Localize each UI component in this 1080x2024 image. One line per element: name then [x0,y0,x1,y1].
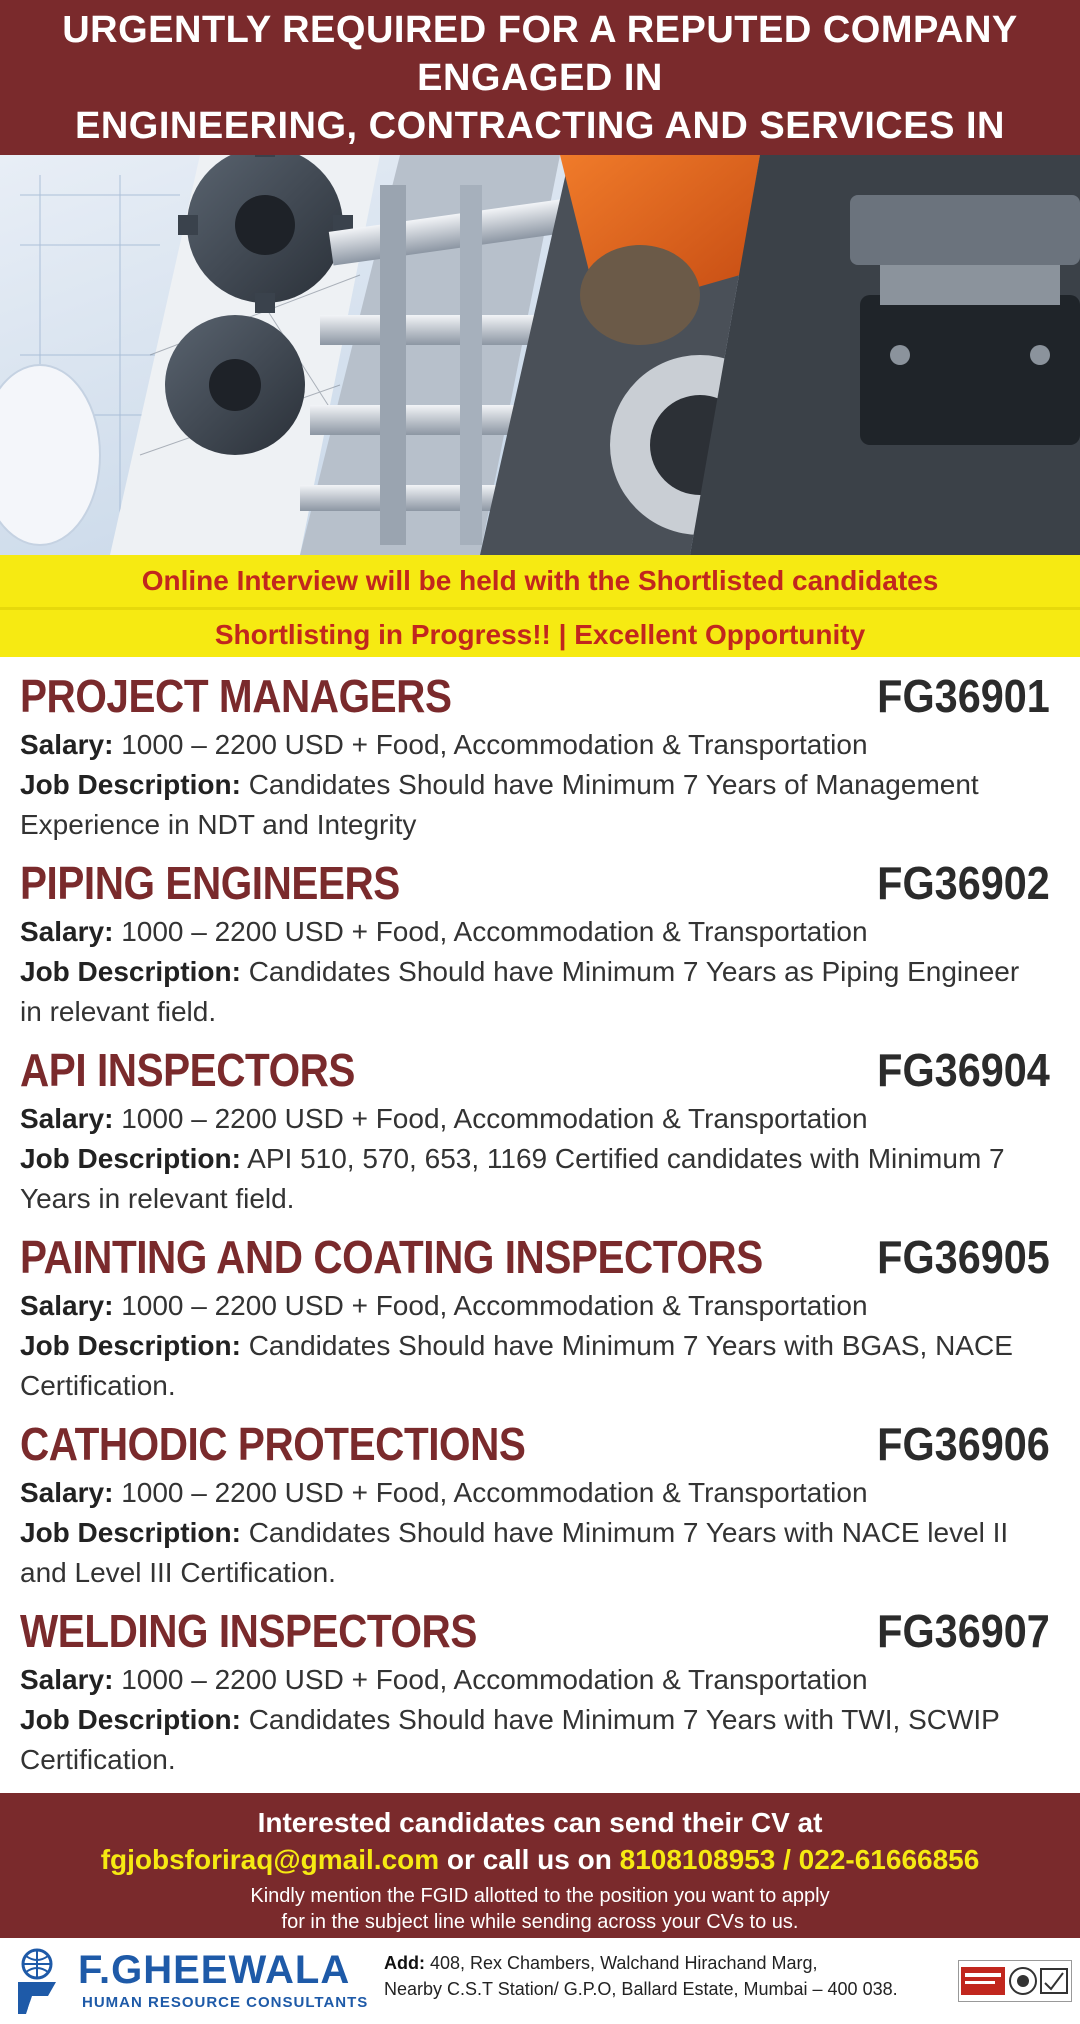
salary-label: Salary: [20,729,114,760]
certification-badge-icon [958,1960,1072,2002]
salary-label: Salary: [20,916,114,947]
description-label: Job Description: [20,956,241,987]
description-label: Job Description: [20,1704,241,1735]
description-label: Job Description: [20,1517,241,1548]
job-title: PROJECT MANAGERS [20,670,452,722]
job-details [20,1099,1040,1219]
job-listings [0,657,1080,1793]
subject-line-note-2: for in the subject line while sending across your CVs to us. [281,1911,799,1933]
job-code: FG36907 [877,1605,1050,1657]
header-line-1: URGENTLY REQUIRED FOR A REPUTED COMPANY ENGAGED IN [62,9,1018,99]
job-code: FG36902 [877,857,1050,909]
description-value: Candidates Should have Minimum 7 Years of Management Experience in NDT and Integrity [20,769,979,840]
job-details [20,1286,1040,1406]
description-label: Job Description: [20,769,241,800]
salary-label: Salary: [20,1290,114,1321]
description-label: Job Description: [20,1143,241,1174]
address-line-2: Nearby C.S.T Station/ G.P.O, Ballard Estate, Mumbai – 400 038. [384,1979,898,1999]
salary-value: 1000 – 2200 USD + Food, Accommodation & Transportation [121,1290,868,1321]
subject-line-note-1: Kindly mention the FGID allotted to the position you want to apply [250,1885,830,1907]
shortlisting-notice: Shortlisting in Progress!! | Excellent Opportunity [0,607,1080,660]
salary-value: 1000 – 2200 USD + Food, Accommodation & Transportation [121,1477,868,1508]
online-interview-notice: Online Interview will be held with the Shortlisted candidates [0,555,1080,607]
job-details [20,1660,1040,1780]
salary-value: 1000 – 2200 USD + Food, Accommodation & Transportation [121,916,868,947]
header-banner [0,0,1080,155]
address-label: Add: [384,1953,425,1973]
job-title: WELDING INSPECTORS [20,1605,477,1657]
job-details [20,1473,1040,1593]
company-tagline: HUMAN RESOURCE CONSULTANTS [82,1994,369,2011]
job-title: CATHODIC PROTECTIONS [20,1418,526,1470]
description-value: Candidates Should have Minimum 7 Years with BGAS, NACE Certification. [20,1330,1013,1401]
job-title: PAINTING AND COATING INSPECTORS [20,1231,763,1283]
description-label: Job Description: [20,1330,241,1361]
contact-phone-numbers[interactable]: 8108108953 / 022-61666856 [619,1844,980,1875]
contact-intro: Interested candidates can send their CV at [257,1807,823,1838]
salary-label: Salary: [20,1103,114,1134]
job-code: FG36906 [877,1418,1050,1470]
job-details [20,912,1040,1032]
contact-email-link[interactable]: fgjobsforiraq@gmail.com [100,1844,440,1875]
contact-footer [0,1793,1080,1938]
description-value: Candidates Should have Minimum 7 Years with NACE level II and Level III Certification. [20,1517,1009,1588]
contact-line [0,1841,1080,1879]
company-address [384,1950,898,2002]
salary-value: 1000 – 2200 USD + Food, Accommodation & Transportation [121,1664,868,1695]
job-code: FG36904 [877,1044,1050,1096]
description-value: Candidates Should have Minimum 7 Years as Piping Engineer in relevant field. [20,956,1020,1027]
description-value: API 510, 570, 653, 1169 Certified candidates with Minimum 7 Years in relevant field. [20,1143,1005,1214]
job-details [20,725,1040,845]
job-title: API INSPECTORS [20,1044,356,1096]
industrial-collage-illustration [0,155,1080,555]
salary-value: 1000 – 2200 USD + Food, Accommodation & Transportation [121,729,868,760]
description-value: Candidates Should have Minimum 7 Years with TWI, SCWIP Certification. [20,1704,1000,1775]
company-name: F.GHEEWALA [78,1948,351,1992]
job-code: FG36905 [877,1231,1050,1283]
salary-value: 1000 – 2200 USD + Food, Accommodation & Transportation [121,1103,868,1134]
or-call-text: or call us on [439,1844,620,1875]
salary-label: Salary: [20,1477,114,1508]
header-line-2: ENGINEERING, CONTRACTING AND SERVICES IN [75,105,1005,147]
job-code: FG36901 [877,670,1050,722]
salary-label: Salary: [20,1664,114,1695]
job-title: PIPING ENGINEERS [20,857,400,909]
hero-image-collage [0,155,1080,555]
address-line-1: 408, Rex Chambers, Walchand Hirachand Marg, [424,1953,818,1973]
company-bar [0,1938,1080,2024]
company-logo-icon [12,1946,62,2016]
